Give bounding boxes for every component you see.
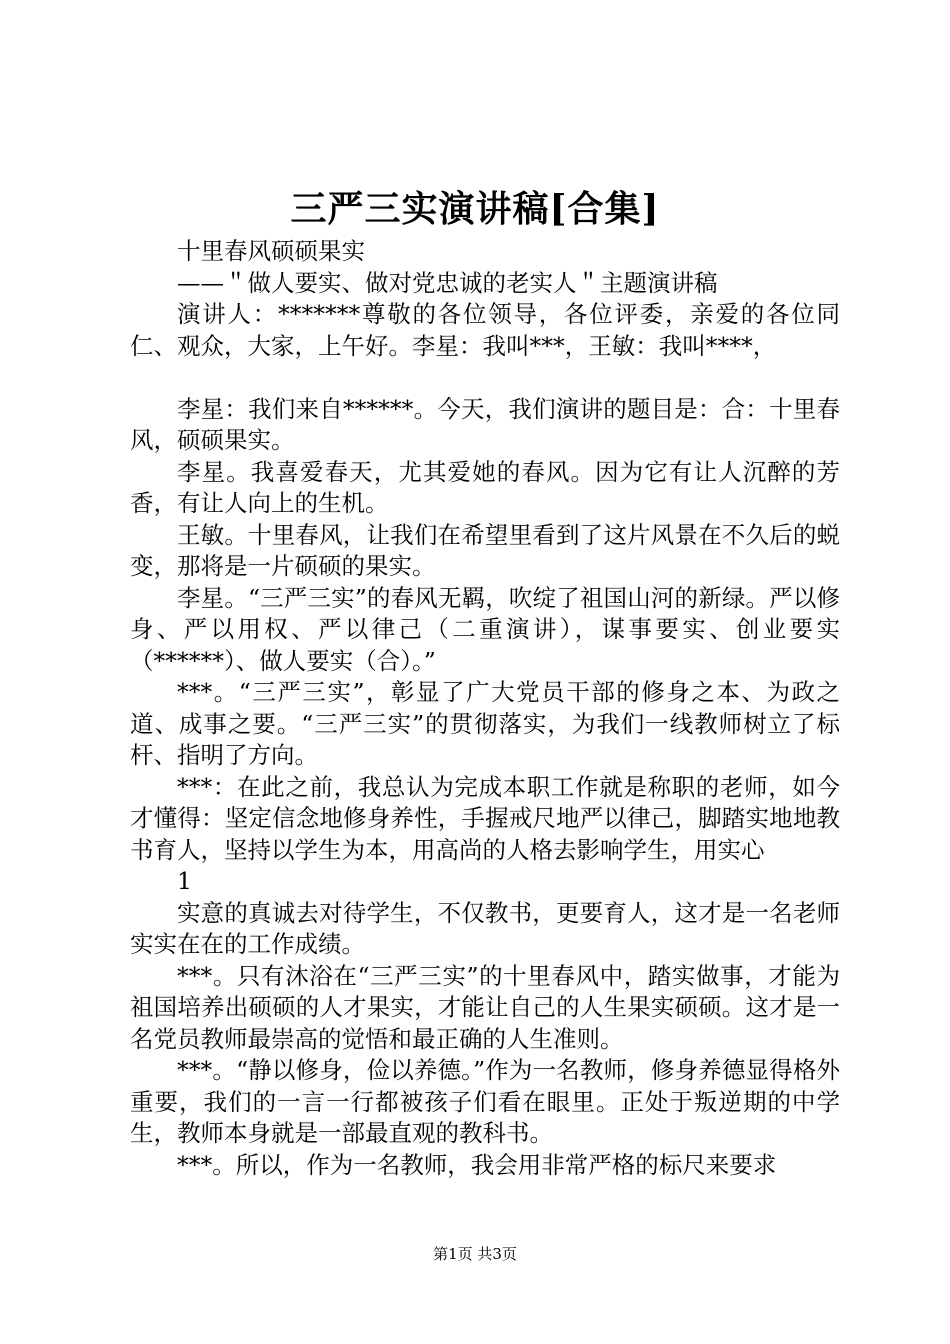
paragraph: ***。只有沐浴在“三严三实”的十里春风中，踏实做事，才能为祖国培养出硕硕的人才果实，才能让自己的人生果实硕硕。这才是一名党员教师最崇高的觉悟和最正确的人生准则。 — [130, 961, 840, 1053]
paragraph-subtitle: 十里春风硕硕果实 — [177, 237, 365, 265]
page-footer: 第1页 共3页 — [433, 1245, 517, 1263]
paragraph: 李星。我喜爱春天，尤其爱她的春风。因为它有让人沉醉的芳香，有让人向上的生机。 — [130, 457, 840, 517]
paragraph: ***。所以，作为一名教师，我会用非常严格的标尺来要求 — [177, 1150, 777, 1179]
paragraph: ***。“三严三实”，彰显了广大党员干部的修身之本、为政之道、成事之要。“三严三实”的贯彻落实，为我们一线教师树立了标杆、指明了方向。 — [130, 678, 840, 769]
paragraph: 实意的真诚去对待学生，不仅教书，更要育人，这才是一名老师实实在在的工作成绩。 — [130, 898, 840, 958]
paragraph-theme: ——＂做人要实、做对党忠诚的老实人＂主题演讲稿 — [177, 268, 718, 297]
paragraph: ***。“静以修身，俭以养德。”作为一名教师，修身养德显得格外重要，我们的一言一行都被孩子们看在眼里。正处于叛逆期的中学生，教师本身就是一部最直观的教科书。 — [130, 1056, 840, 1147]
paragraph-speaker: 演讲人：*******尊敬的各位领导，各位评委，亲爱的各位同仁、观众，大家，上午好。李星：我叫***，王敏：我叫****， — [130, 300, 840, 360]
document-body — [130, 236, 840, 1181]
inline-page-number: 1 — [177, 867, 192, 895]
document-title: 三严三实演讲稿[合集] — [290, 188, 660, 230]
paragraph: ***：在此之前，我总认为完成本职工作就是称职的老师，如今才懂得：坚定信念地修身养性，手握戒尺地严以律己，脚踏实地地教书育人，坚持以学生为本，用高尚的人格去影响学生，用实心 — [130, 772, 840, 864]
paragraph: 李星。“三严三实”的春风无羁，吹绽了祖国山河的新绿。严以修身、严以用权、严以律己（二重演讲），谋事要实、创业要实（******）、做人要实（合）。” — [130, 583, 840, 675]
paragraph: 李星：我们来自******。今天，我们演讲的题目是：合：十里春风，硕硕果实。 — [130, 394, 840, 454]
paragraph: 王敏。十里春风，让我们在希望里看到了这片风景在不久后的蜕变，那将是一片硕硕的果实。 — [130, 520, 840, 580]
